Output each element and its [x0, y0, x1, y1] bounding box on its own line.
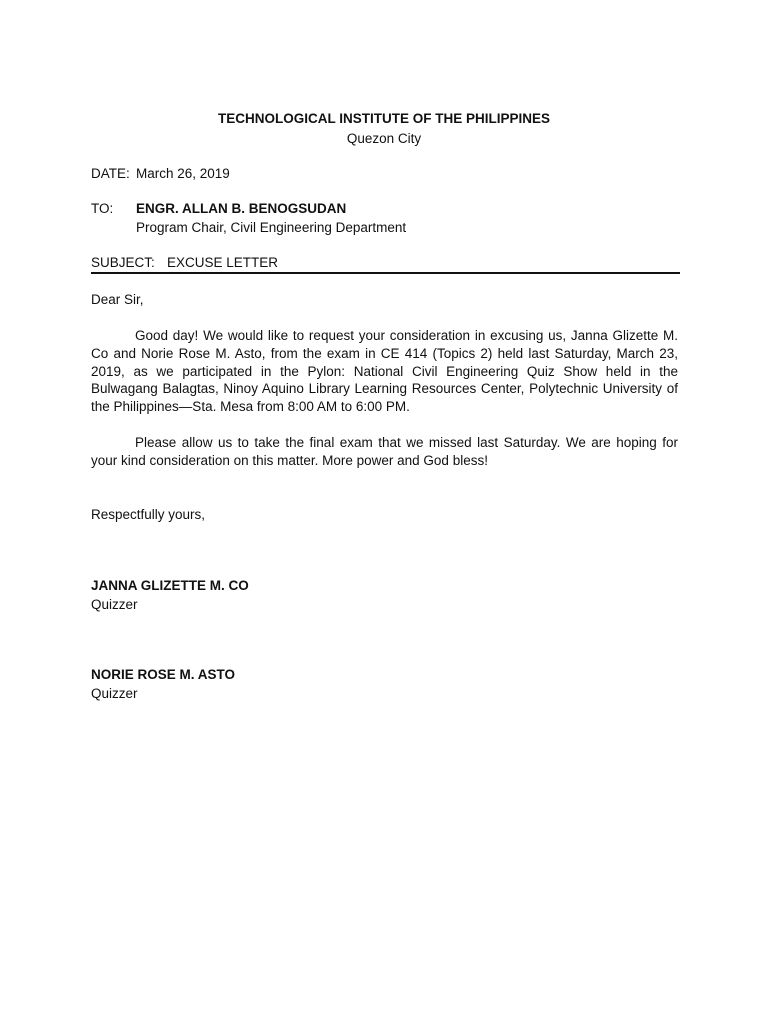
signatory-name: JANNA GLIZETTE M. CO: [91, 578, 249, 593]
recipient-block: [136, 200, 406, 237]
subject-row: [91, 254, 279, 272]
date-value: March 26, 2019: [136, 166, 230, 181]
organization-name: TECHNOLOGICAL INSTITUTE OF THE PHILIPPINES: [217, 111, 550, 126]
body-paragraph-1: Good day! We would like to request your consideration in excusing us, Janna Glizette M. Co and Norie Rose M. Asto, from the exam in CE 414 (Topics 2) held last Saturday, March 23, 2019, as we participated in the Pylon: National Civil Engineering Quiz Show held in the Bulwagang Balagtas, Ninoy Aquino Library Learning Resources Center, Polytechnic University of the Philippines—Sta. Mesa from 8:00 AM to 6:00 PM.: [91, 328, 678, 415]
recipient-row: [91, 200, 407, 235]
header-divider: [91, 272, 680, 274]
organization-city: Quezon City: [346, 130, 422, 146]
date-row: [91, 165, 230, 183]
signatory-name: NORIE ROSE M. ASTO: [91, 667, 236, 682]
body-paragraph-2: Please allow us to take the final exam that we missed last Saturday. We are hoping for your kind consideration on this matter. More power and God bless!: [91, 435, 678, 468]
salutation: Dear Sir,: [91, 292, 144, 307]
signatory-block: [91, 577, 249, 614]
recipient-title: Program Chair, Civil Engineering Department: [136, 219, 407, 235]
date-label: DATE:: [91, 166, 130, 181]
subject-value: EXCUSE LETTER: [167, 255, 279, 270]
letterhead: [0, 110, 768, 148]
signatory-role: Quizzer: [91, 596, 138, 612]
signatory-role: Quizzer: [91, 685, 138, 701]
recipient-name: ENGR. ALLAN B. BENOGSUDAN: [136, 201, 347, 216]
to-label: TO:: [91, 201, 114, 216]
subject-label: SUBJECT:: [91, 255, 155, 270]
closing: Respectfully yours,: [91, 507, 206, 522]
signatory-block: [91, 666, 235, 703]
